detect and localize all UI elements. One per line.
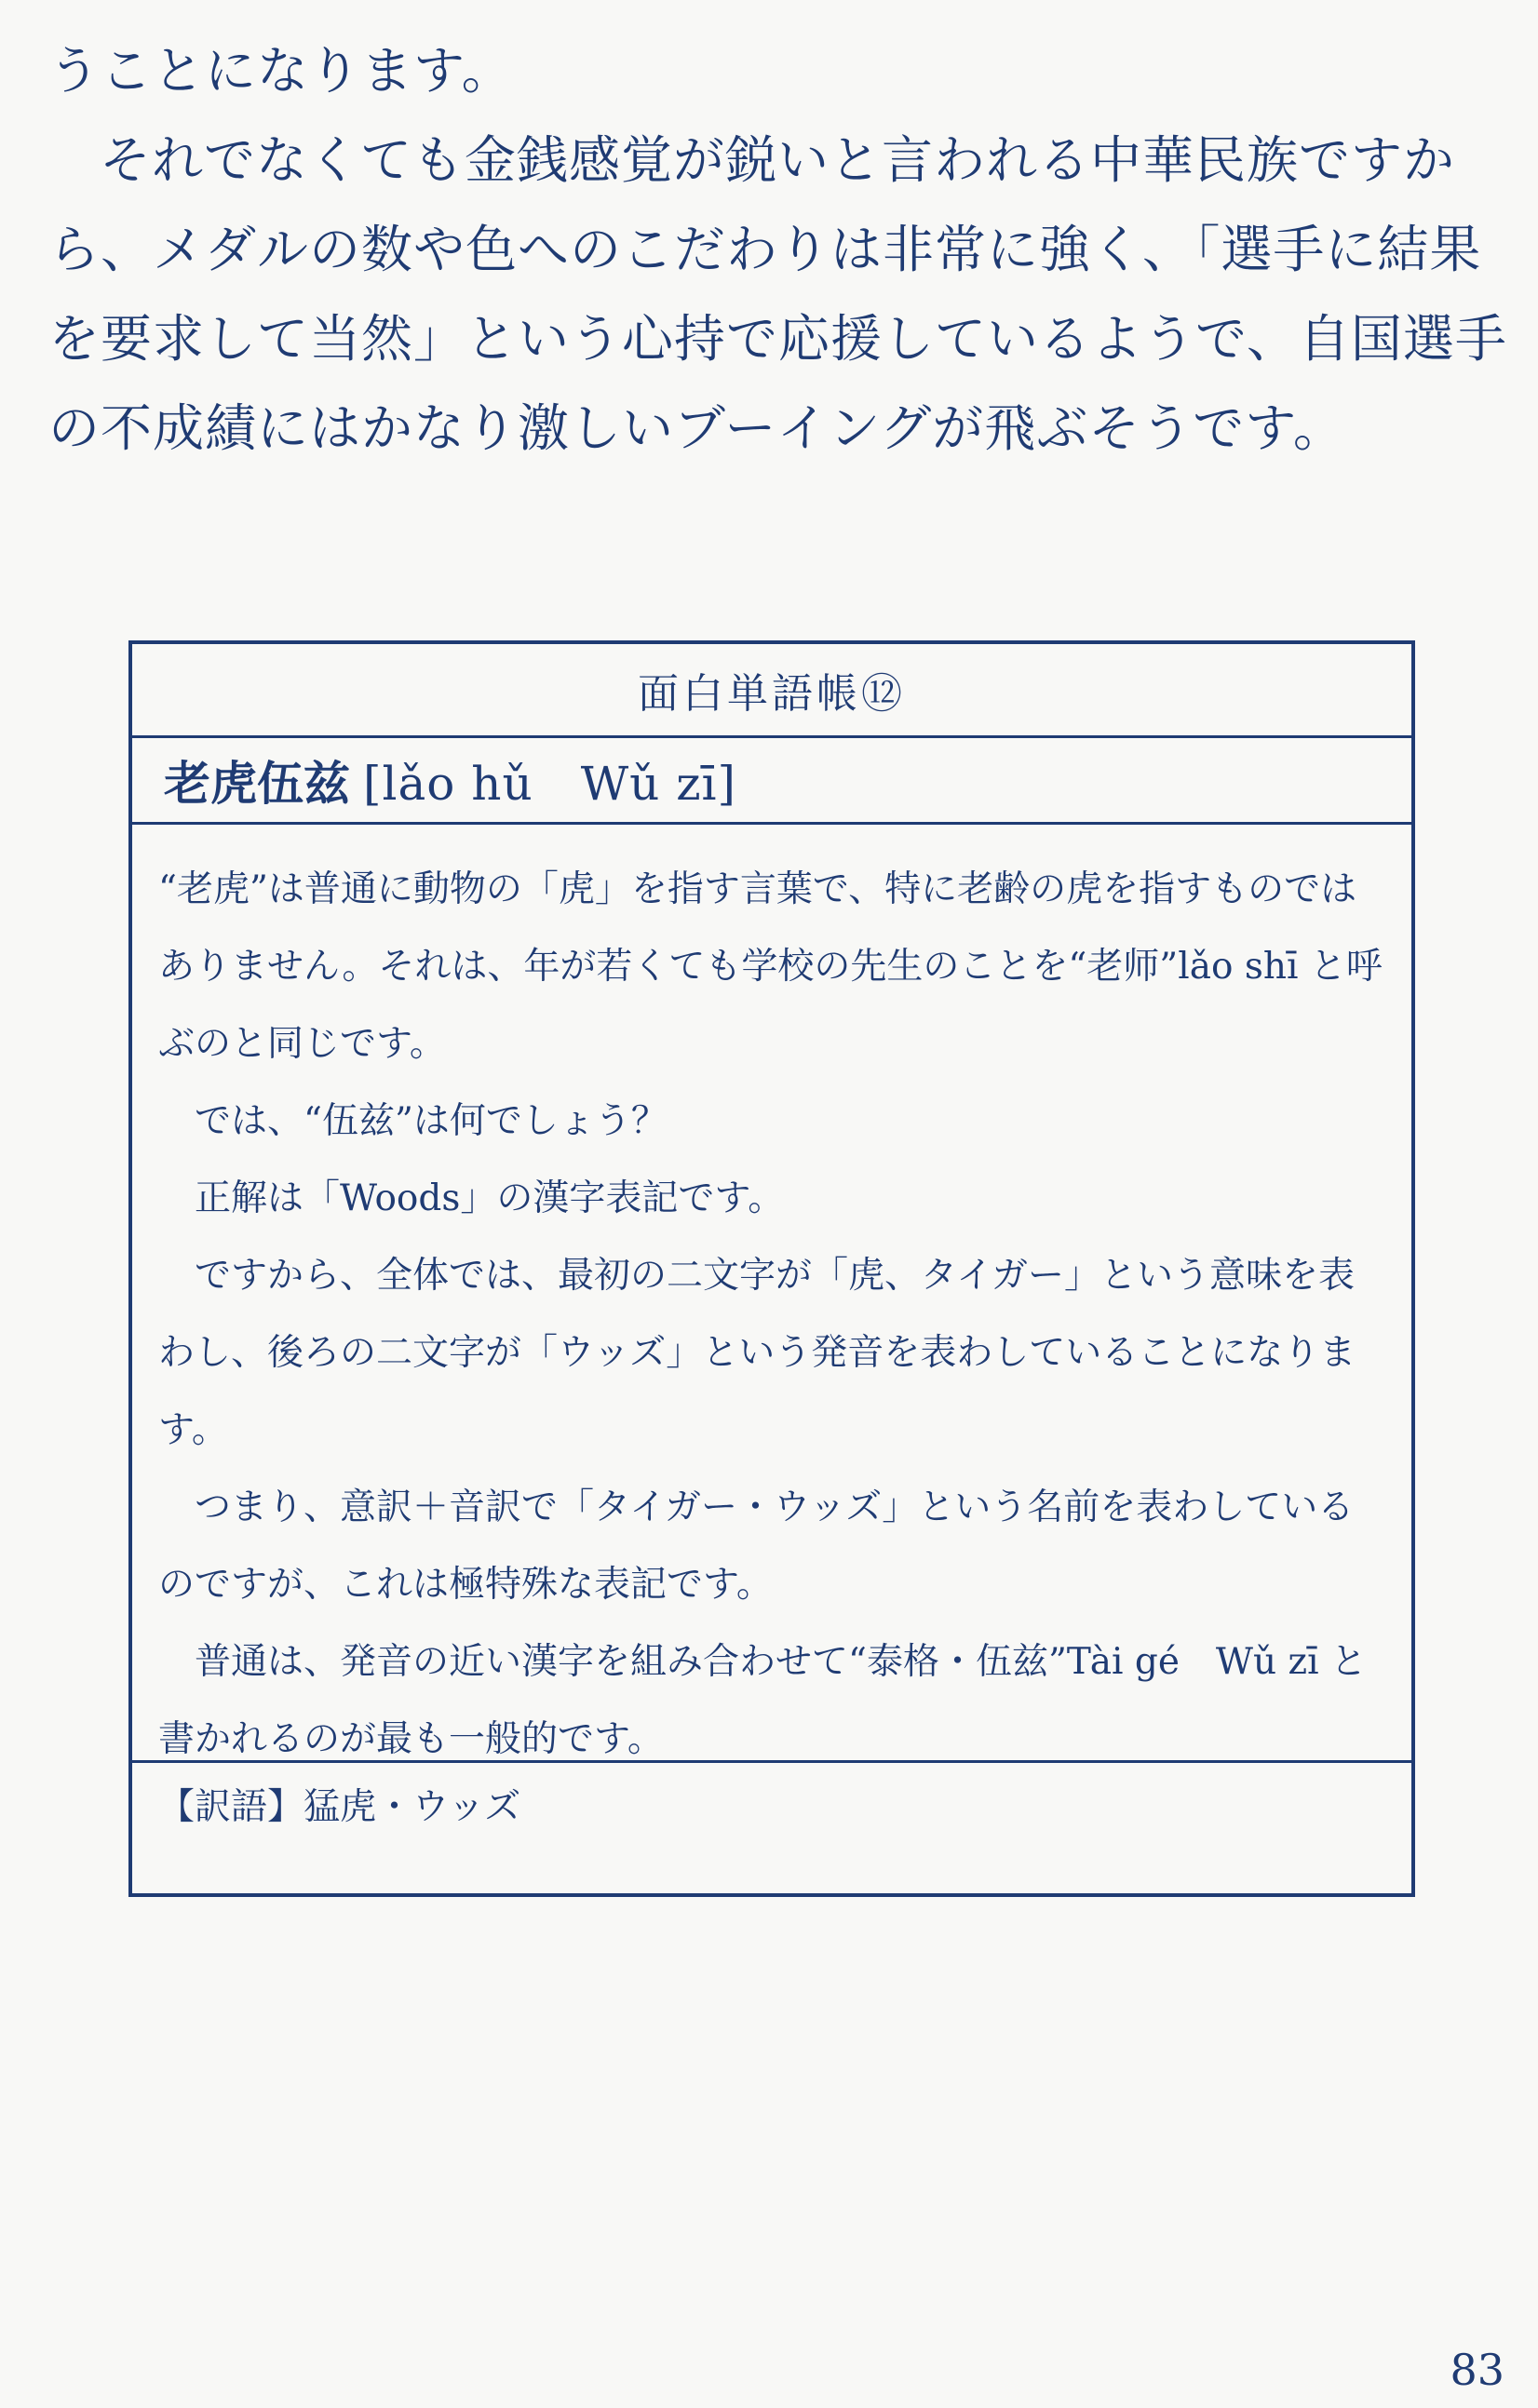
vocabulary-explanation bbox=[132, 825, 1411, 1763]
paragraph-medals: それでなくても金銭感覚が鋭いと言われる中華民族ですから、メダルの数や色へのこだわりは非常に強く、「選手に結果を要求して当然」という心持で応援しているようで、自国選手の不成績にはかなり激しいブーイングが飛ぶそうです。 bbox=[48, 130, 1507, 458]
vocabulary-term bbox=[132, 738, 1411, 825]
explanation-paragraph: 正解は「Woods」の漢字表記です。 bbox=[195, 1177, 785, 1219]
explanation-paragraph: つまり、意訳＋音訳で「タイガー・ウッズ」という名前を表わしているのですが、これは極特殊な表記です。 bbox=[158, 1487, 1355, 1606]
box-header: 面白単語帳⑫ bbox=[132, 644, 1411, 738]
vocabulary-box bbox=[128, 640, 1415, 1897]
explanation-paragraph: ですから、全体では、最初の二文字が「虎、タイガー」という意味を表わし、後ろの二文字が「ウッズ」という発音を表わしていることになります。 bbox=[158, 1255, 1356, 1451]
explanation-paragraph: では、“伍兹”は何でしょう？ bbox=[195, 1100, 668, 1142]
paragraph-continuation: うことになります。 bbox=[48, 41, 514, 101]
translation-footer: 【訳語】猛虎・ウッズ bbox=[158, 1786, 521, 1828]
page-number: 83 bbox=[1450, 2345, 1504, 2395]
body-text bbox=[48, 26, 1510, 473]
term-hanzi: 老虎伍兹 bbox=[164, 756, 350, 811]
explanation-paragraph: “老虎”は普通に動物の「虎」を指す言葉で、特に老齢の虎を指すものではありません。それは、年が若くても学校の先生のことを“老师”lǎo shī と呼ぶのと同じです。 bbox=[158, 868, 1383, 1065]
term-pinyin: [lǎo hǔ Wǔ zī] bbox=[363, 757, 737, 811]
explanation-paragraph: 普通は、発音の近い漢字を組み合わせて“泰格・伍兹”Tài gé Wǔ zī と書かれるのが最も一般的です。 bbox=[158, 1641, 1367, 1760]
